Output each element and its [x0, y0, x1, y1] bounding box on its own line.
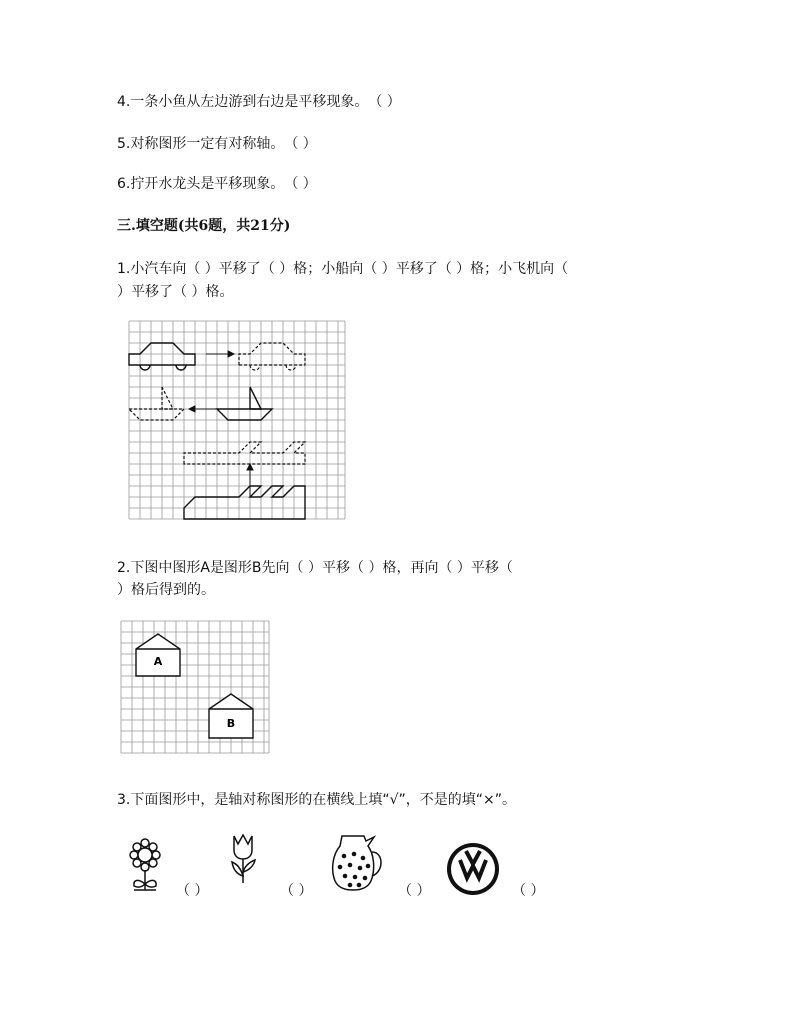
fill-question-1-line-2: ）平移了（ ）格。 — [117, 284, 234, 300]
translation-grid-figure-2 — [120, 620, 270, 754]
fill-question-2-line-1: 2.下图中图形A是图形B先向（ ）平移（ ）格，再向（ ）平移（ — [117, 560, 513, 576]
judge-question-4: 4.一条小鱼从左边游到右边是平移现象。 （ ） — [117, 94, 401, 110]
blank-jug: （ ） — [398, 883, 431, 899]
plane-arrow — [247, 464, 253, 497]
section-heading-fill-in: 三.填空题(共6题，共21分) — [117, 218, 291, 234]
fill-question-3: 3.下面图形中，是轴对称图形的在横线上填“√”，不是的填“×”。 — [117, 792, 517, 808]
fill-question-2-line-2: ）格后得到的。 — [117, 582, 215, 598]
boat-arrow — [189, 406, 220, 412]
jug-icon — [328, 832, 386, 894]
house-b — [209, 694, 253, 738]
house-b-label: B — [226, 717, 236, 730]
boat-original — [217, 387, 272, 420]
flower-icon — [128, 838, 162, 894]
house-a-label: A — [153, 655, 163, 668]
boat-translated — [129, 387, 184, 420]
judge-question-6: 6.拧开水龙头是平移现象。 （ ） — [117, 176, 317, 192]
car-arrow — [206, 351, 234, 357]
blank-vw-logo: （ ） — [512, 883, 545, 899]
blank-flower: （ ） — [176, 883, 209, 899]
vw-logo-icon — [446, 842, 500, 896]
plane-original — [184, 486, 305, 519]
tulip-icon — [226, 832, 260, 884]
fill-question-1-line-1: 1.小汽车向（ ）平移了（ ）格；小船向（ ）平移了（ ）格；小飞机向（ — [117, 261, 569, 277]
judge-question-5: 5.对称图形一定有对称轴。 （ ） — [117, 136, 317, 152]
blank-tulip: （ ） — [280, 883, 313, 899]
translation-grid-figure-1 — [128, 320, 346, 520]
